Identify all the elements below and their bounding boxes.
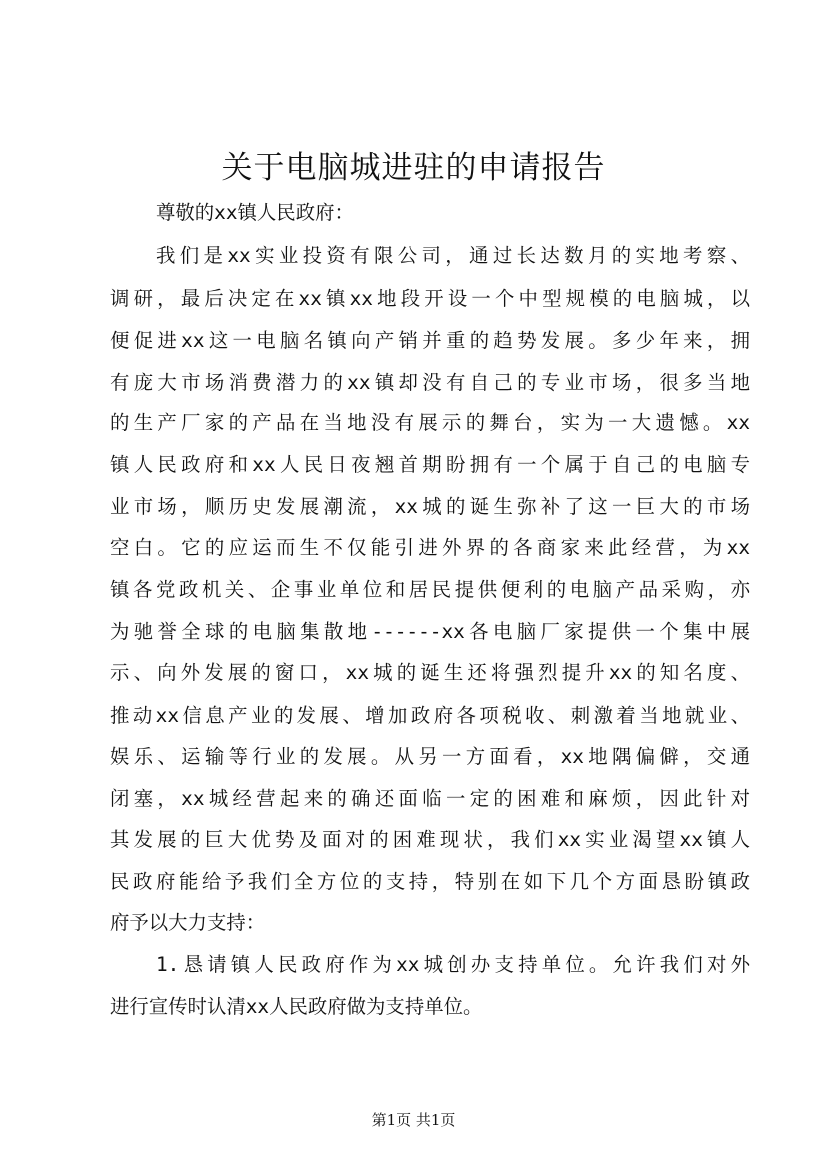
- body-line: 府予以大力支持：: [110, 911, 266, 934]
- body-line: 业市场，顺历史发展潮流，xx城的诞生弥补了这一巨大的市场: [110, 495, 750, 518]
- body-line: 便促进xx这一电脑名镇向产销并重的趋势发展。多少年来，拥: [110, 329, 750, 352]
- body-line: 进行宣传时认清xx人民政府做为支持单位。: [110, 995, 483, 1018]
- body-line: 示、向外发展的窗口，xx城的诞生还将强烈提升xx的知名度、: [110, 661, 750, 684]
- body-line: 调研，最后决定在xx镇xx地段开设一个中型规模的电脑城，以: [110, 287, 750, 310]
- document-title: 关于电脑城进驻的申请报告: [221, 150, 606, 186]
- page-number: 第1页 共1页: [371, 1111, 456, 1129]
- body-line: 我们是xx实业投资有限公司，通过长达数月的实地考察、: [156, 244, 750, 267]
- salutation-line: 尊敬的xx镇人民政府：: [156, 201, 354, 224]
- body-line: 闭塞，xx城经营起来的确还面临一定的困难和麻烦，因此针对: [110, 787, 750, 810]
- body-line: 1.恳请镇人民政府作为xx城创办支持单位。允许我们对外: [156, 953, 750, 976]
- body-line: 推动xx信息产业的发展、增加政府各项税收、刺激着当地就业、: [110, 704, 750, 727]
- body-line: 的生产厂家的产品在当地没有展示的舞台，实为一大遗憾。xx: [110, 411, 750, 434]
- body-line: 有庞大市场消费潜力的xx镇却没有自己的专业市场，很多当地: [110, 371, 750, 394]
- body-line: 其发展的巨大优势及面对的困难现状，我们xx实业渴望xx镇人: [110, 828, 750, 851]
- body-line: 镇各党政机关、企事业单位和居民提供便利的电脑产品采购，亦: [110, 578, 750, 601]
- body-line: 为驰誉全球的电脑集散地------xx各电脑厂家提供一个集中展: [110, 620, 750, 643]
- body-line: 镇人民政府和xx人民日夜翘首期盼拥有一个属于自己的电脑专: [110, 453, 750, 476]
- body-line: 空白。它的应运而生不仅能引进外界的各商家来此经营，为xx: [110, 536, 750, 559]
- body-line: 娱乐、运输等行业的发展。从另一方面看，xx地隅偏僻，交通: [110, 745, 750, 768]
- body-line: 民政府能给予我们全方位的支持，特别在如下几个方面恳盼镇政: [110, 870, 750, 893]
